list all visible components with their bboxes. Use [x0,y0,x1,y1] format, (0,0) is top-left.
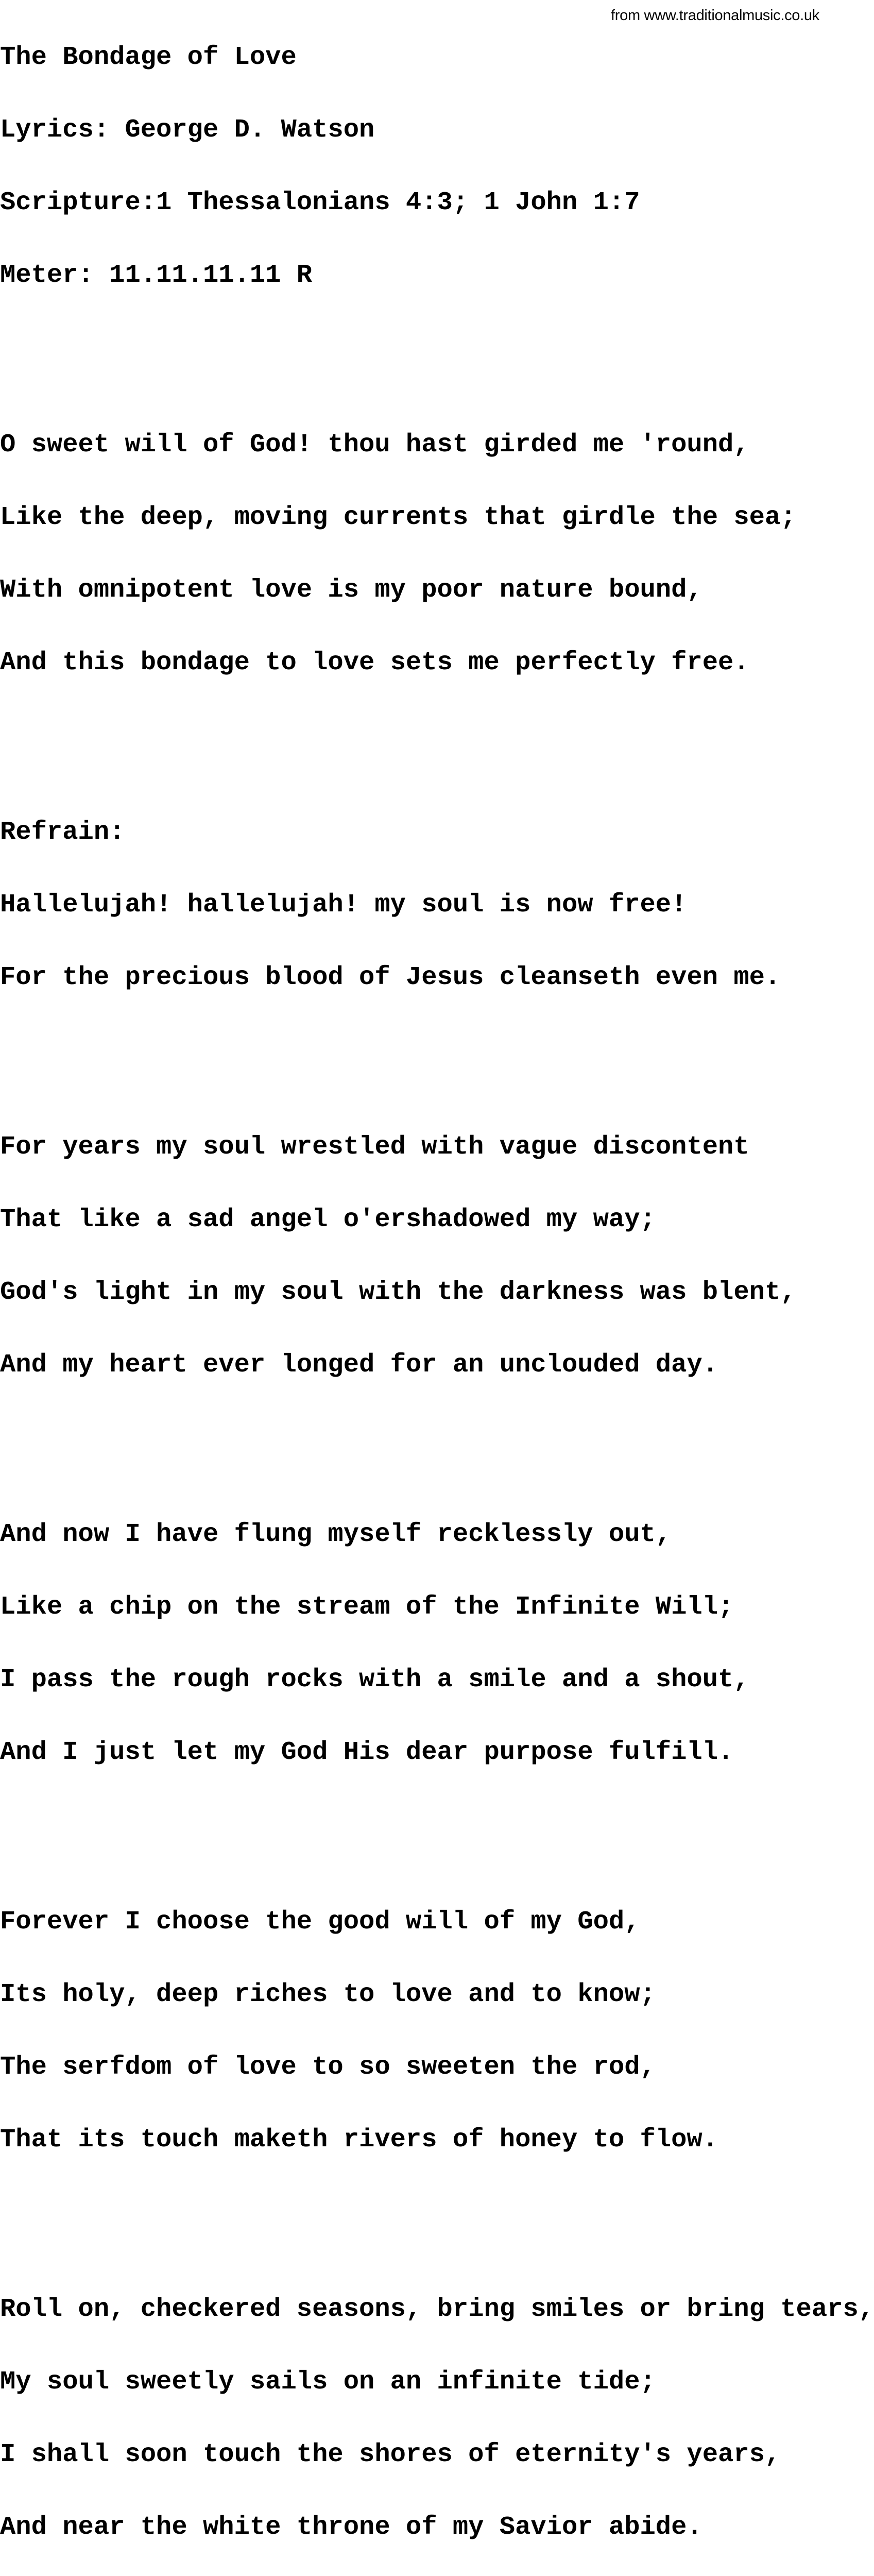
verse-1-line-3: With omnipotent love is my poor nature bound, [0,575,702,605]
hymn-title: The Bondage of Love [0,43,297,72]
verse-1-line-4: And this bondage to love sets me perfectly free. [0,648,749,677]
verse-3-line-3: I pass the rough rocks with a smile and a shout, [0,1665,749,1694]
meter-line: Meter: 11.11.11.11 R [0,261,313,290]
source-credit: from www.traditionalmusic.co.uk [611,7,819,24]
verse-2-line-1: For years my soul wrestled with vague discontent [0,1132,749,1162]
verse-4-line-2: Its holy, deep riches to love and to know; [0,1980,656,2009]
verse-4-line-4: That its touch maketh rivers of honey to flow. [0,2125,718,2155]
refrain-line-1: Hallelujah! hallelujah! my soul is now free! [0,890,687,920]
verse-3-line-4: And I just let my God His dear purpose fulfill. [0,1738,734,1767]
verse-5-line-4: And near the white throne of my Savior abide. [0,2513,702,2542]
verse-3-line-2: Like a chip on the stream of the Infinite Will; [0,1592,734,1622]
spacer [0,723,874,748]
scripture-line: Scripture:1 Thessalonians 4:3; 1 John 1:7 [0,188,640,217]
verse-1-line-2: Like the deep, moving currents that girdle the sea; [0,503,796,532]
verse-5-line-3: I shall soon touch the shores of eternity's years, [0,2440,781,2469]
verse-4-line-3: The serfdom of love to so sweeten the rod, [0,2053,656,2082]
verse-2-line-3: God's light in my soul with the darkness was blent, [0,1278,796,1307]
verse-2-line-2: That like a sad angel o'ershadowed my way; [0,1205,656,1234]
verse-4-line-1: Forever I choose the good will of my God, [0,1907,640,1937]
spacer [0,336,874,360]
refrain-label: Refrain: [0,818,125,847]
lyricist-line: Lyrics: George D. Watson [0,115,375,145]
verse-3-line-1: And now I have flung myself recklessly out, [0,1520,672,1549]
refrain-line-2: For the precious blood of Jesus cleanseth even me. [0,963,781,992]
verse-5-line-1: Roll on, checkered seasons, bring smiles or bring tears, [0,2295,874,2324]
spacer [0,1813,874,1837]
verse-1-line-1: O sweet will of God! thou hast girded me 'round, [0,430,749,460]
spacer [0,1426,874,1450]
verse-5-line-2: My soul sweetly sails on an infinite tide; [0,2367,656,2397]
spacer [0,1038,874,1062]
verse-2-line-4: And my heart ever longed for an unclouded day. [0,1350,718,1380]
spacer [0,2200,874,2225]
